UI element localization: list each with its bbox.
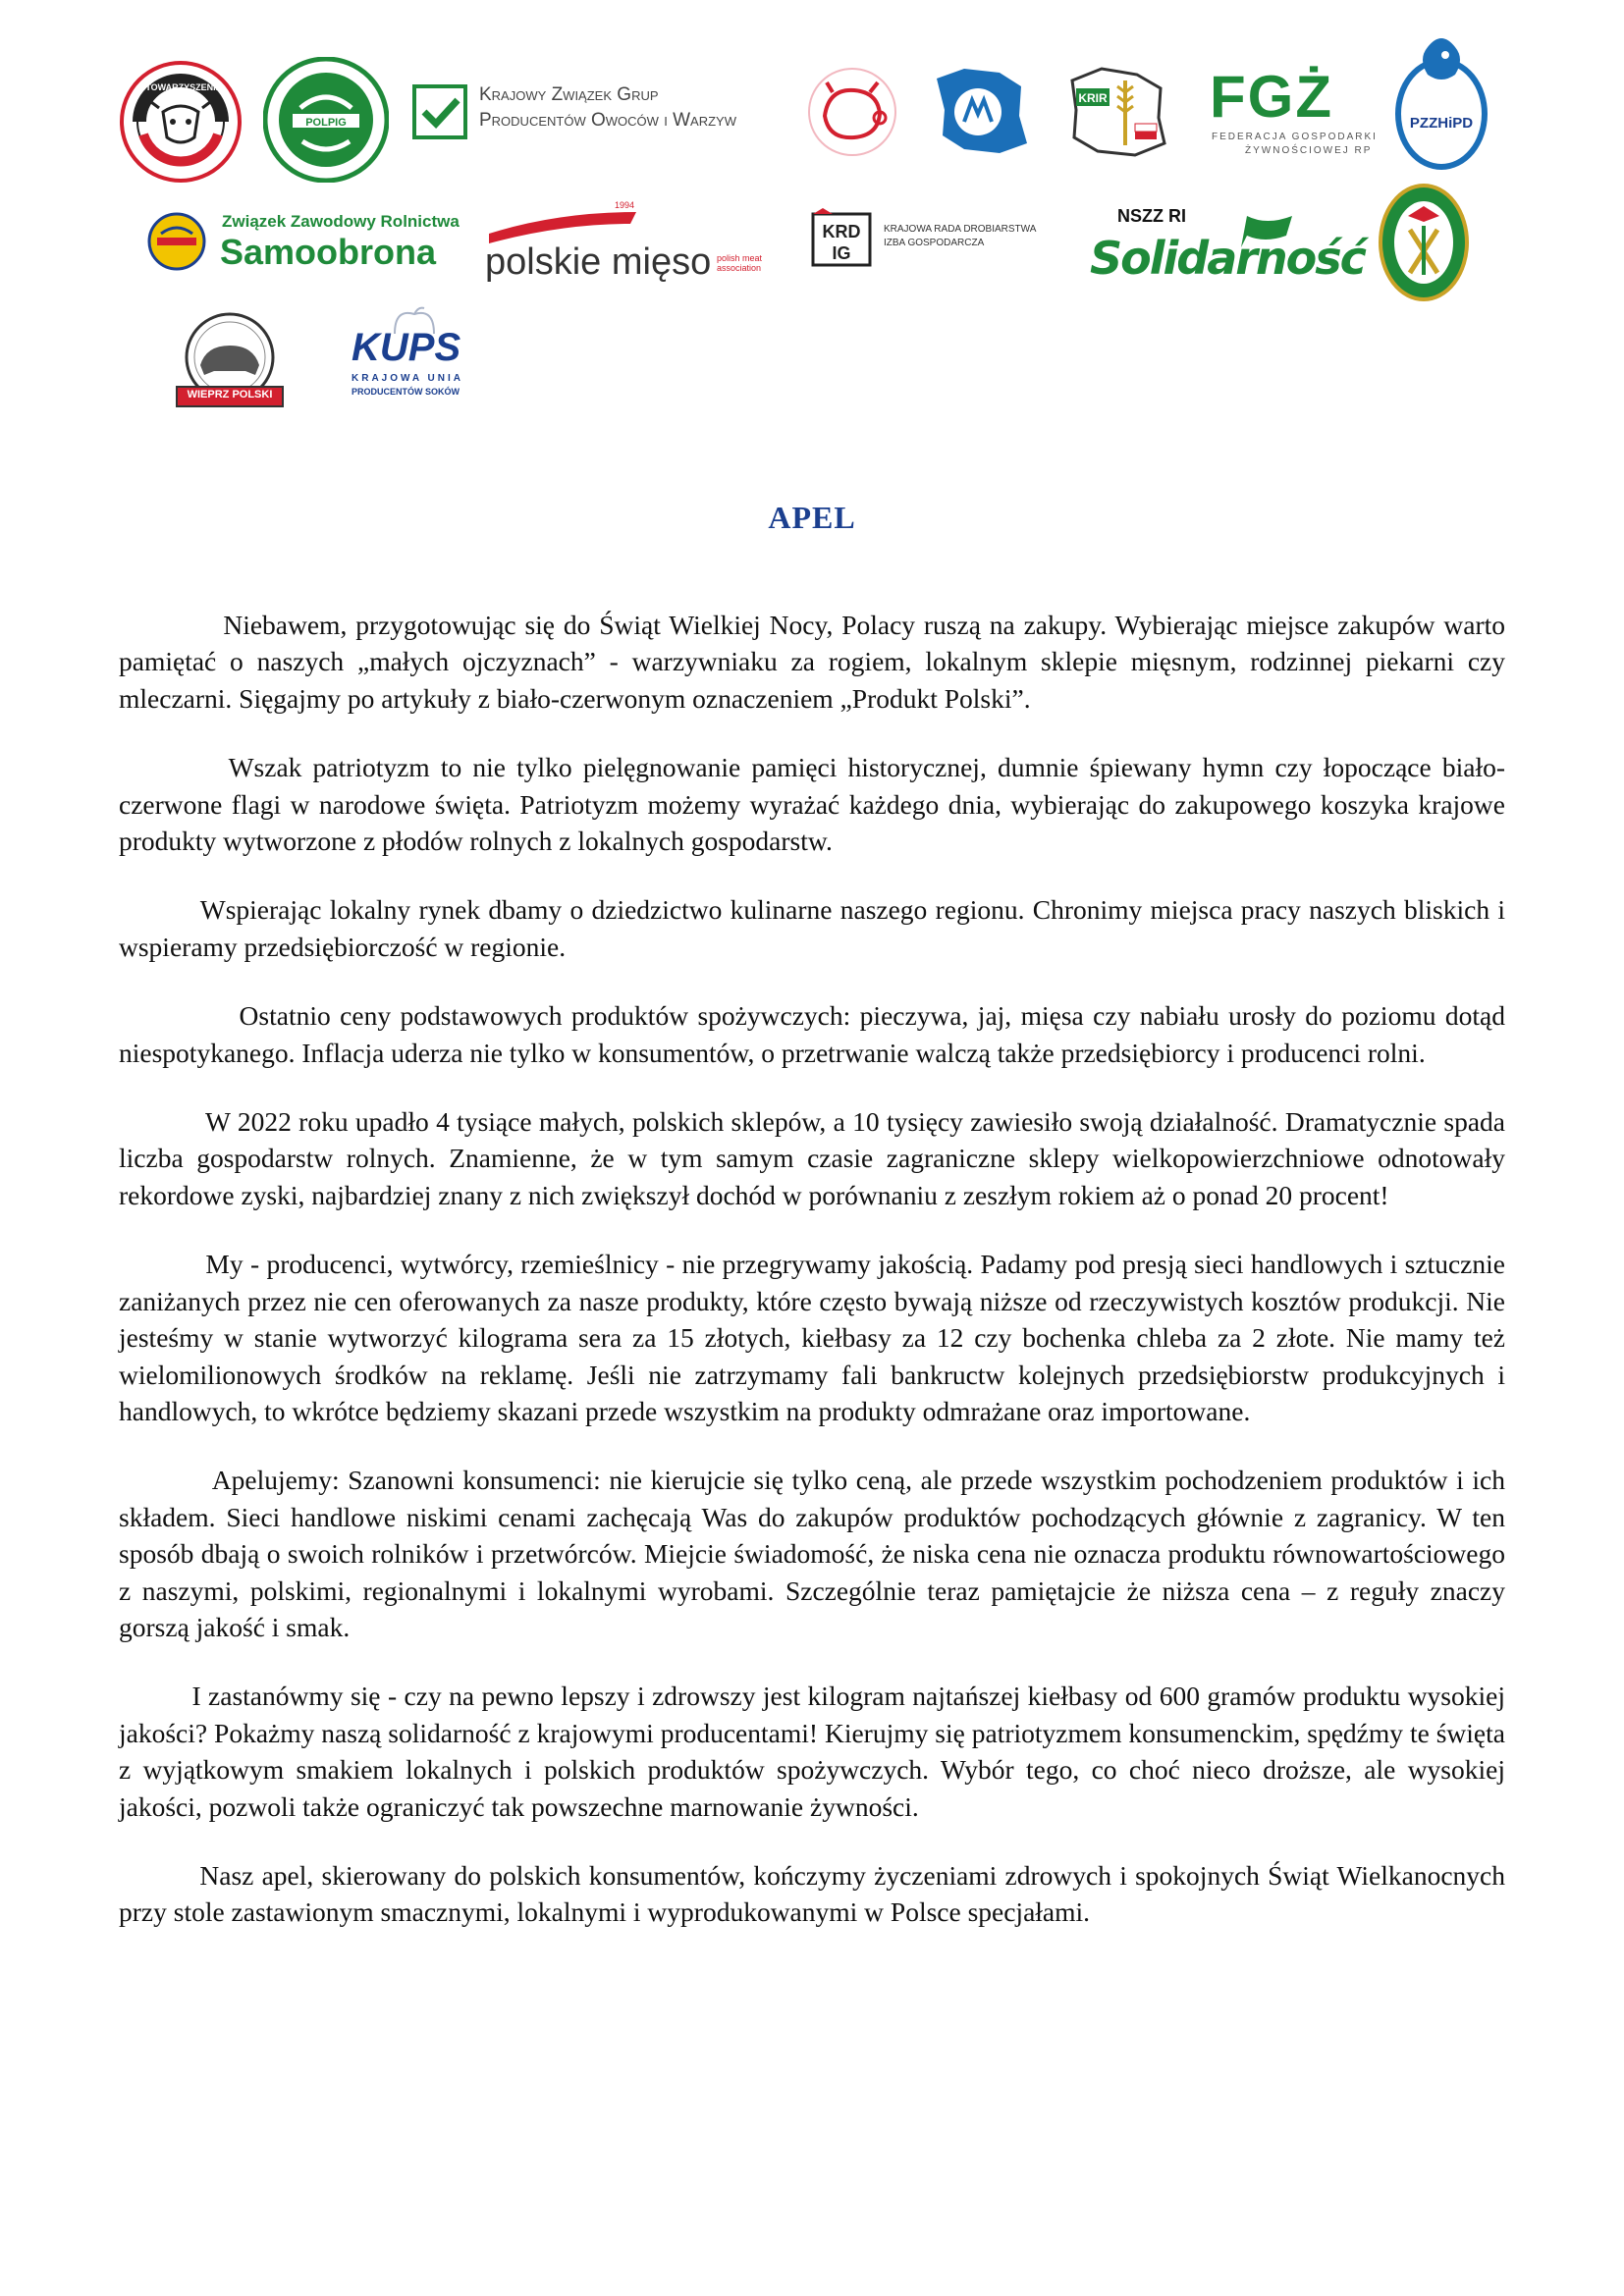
krir-logo [1062, 59, 1172, 163]
document-body [119, 607, 1505, 1963]
wieprz-polski-logo [163, 308, 297, 414]
samoobrona-logo [147, 210, 471, 273]
polskie-mieso-small: polish meat association [717, 253, 763, 273]
polpig-logo [263, 57, 389, 183]
krdig-line1: KRAJOWA RADA DROBIARSTWA [884, 224, 1037, 235]
krir-text: KRIR [1078, 91, 1108, 105]
kzgppoiw-logo [412, 79, 766, 145]
kups-line2: PRODUCENTÓW SOKÓW [352, 387, 460, 397]
polpig-text: POLPIG [305, 117, 347, 129]
polskie-mieso-swoosh-icon [485, 206, 642, 245]
krdig-logo [811, 206, 1066, 271]
fgz-text: FGŻ [1210, 64, 1333, 130]
kups-text: KUPS [352, 326, 461, 369]
paragraph: My - producenci, wytwórcy, rzemieślnicy - nie przegrywamy jakością. Padamy pod presją sieci handlowych i sztucznie zaniżanych przez nie cen oferowanych za nasze produkty, które często bywają niższe od rzeczywistych kosztów produkcji. Nie jesteśmy w stanie wytworzyć kilograma sera za 15 złotych, kiełbasy za 12 czy bochenka chleba za 2 złote. Nie mamy też wielomilionowych środków na reklamę. Jeśli nie zatrzymamy fali bankructw kolejnych przedsiębiorstw produkcyjnych i handlowych, to wkrótce będziemy skazani przede wszystkim na produkty odmrażane oraz importowane. [119, 1249, 1505, 1426]
pzzhipd-text: PZZHiPD [1409, 115, 1474, 132]
paragraph: Ostatnio ceny podstawowych produktów spożywczych: pieczywa, jaj, mięsa czy nabiału urosły do poziomu dotąd niespotykanego. Inflacja uderza nie tylko w konsumentów, o przetrwanie walczą także przedsiębiorcy i producenci rolni. [119, 1000, 1505, 1068]
green-crest-logo [1377, 183, 1471, 302]
solidarnosc-logo [1090, 206, 1365, 300]
samoobrona-line2: Samoobrona [220, 232, 437, 272]
pig-red-logo [803, 59, 901, 167]
krdig-mark-icon [811, 208, 872, 269]
fgz-sub2: ŻYWNOŚCIOWEJ RP [1245, 145, 1373, 156]
paragraph: Wspierając lokalny rynek dbamy o dziedzictwo kulinarne naszego regionu. Chronimy miejsca pracy naszych bliskich i wspieramy przedsiębiorczość w regionie. [119, 894, 1505, 962]
kzgppoiw-mark-icon [412, 84, 467, 139]
kzgppoiw-line2: Producentów Owoców i Warzyw [479, 110, 736, 131]
fgz-sub1: FEDERACJA GOSPODARKI [1212, 132, 1378, 142]
svg-text:KRD: KRD [822, 222, 861, 241]
polskie-mieso-year: 1994 [615, 200, 635, 210]
kups-line1: KRAJOWA UNIA [352, 373, 463, 384]
paragraph: Wszak patriotyzm to nie tylko pielęgnowanie pamięci historycznej, dumnie śpiewany hymn czy łopoczące biało-czerwone flagi w narodowe święta. Patriotyzm możemy wyrażać każdego dnia, wybierając do zakupowego koszyka krajowe produkty wytworzone z płodów rolnych z lokalnych gospodarstw. [119, 752, 1505, 857]
fgz-logo [1206, 63, 1382, 161]
paragraph: Niebawem, przygotowując się do Świąt Wielkiej Nocy, Polacy ruszą na zakupy. Wybierając miejsce zakupów warto pamiętać o naszych „małych ojczyznach” - warzywniaku za rogiem, lokalnym sklepie mięsnym, rodzinnej piekarni czy mleczarni. Sięgajmy po artykuły z biało-czerwonym oznaczeniem „Produkt Polski”. [119, 610, 1505, 714]
document-title: APEL [768, 500, 856, 535]
logo-strip [0, 0, 1624, 422]
kups-logo [340, 306, 497, 404]
krdig-line2: IZBA GOSPODARCZA [884, 238, 985, 248]
paragraph: Nasz apel, skierowany do polskich konsumentów, kończymy życzeniami zdrowych i spokojnych Świąt Wielkanocnych przy stole zastawionym smacznymi, lokalnymi i wyprodukowanymi w Polsce specjałami. [119, 1859, 1505, 1928]
samoobrona-line1: Związek Zawodowy Rolnictwa [222, 212, 460, 231]
solidarnosc-top: NSZZ RI [1117, 206, 1186, 226]
solidarnosc-text: Solidarność [1090, 232, 1365, 285]
samoobrona-emblem-icon [147, 212, 206, 271]
svg-text:IG: IG [832, 243, 851, 263]
pzzhipd-logo [1392, 26, 1490, 171]
polskie-mieso-logo [485, 200, 780, 289]
paragraph: W 2022 roku upadło 4 tysiące małych, polskich sklepów, a 10 tysięcy zawiesiło swoją działalność. Dramatycznie spada liczba gospodarstw rolnych. Znamienne, że w tym samym czasie zagraniczne sklepy wielkopowierzchniowe odnotowały rekordowe zyski, najbardziej znany z nich zwiększył dochód w porównaniu z zeszłym rokiem aż o ponad 20 procent! [119, 1106, 1505, 1210]
polskie-mieso-text: polskie mięso [485, 241, 712, 283]
stowarzyszenie-logo [120, 61, 242, 183]
paragraph: I zastanówmy się - czy na pewno lepszy i zdrowszy jest kilogram najtańszej kiełbasy od 600 gramów produktu wysokiej jakości? Pokażmy naszą solidarność z krajowymi producentami! Kierujmy się patriotyzmem konsumenckim, spędźmy te święta z wyjątkowym smakiem lokalnych i polskich produktów spożywczych. Wybór tego, co choć nieco droższe, ale wysokiej jakości, pozwoli także ograniczyć tak powszechne marnowanie żywności. [119, 1681, 1505, 1822]
milk-map-logo [923, 55, 1033, 165]
stowarzyszenie-text: STOWARZYSZENIE [139, 82, 222, 92]
paragraph: Apelujemy: Szanowni konsumenci: nie kierujcie się tylko ceną, ale przede wszystkim pochodzeniem produktów i ich składem. Sieci handlowe niskimi cenami zachęcają Was do zakupów produktów pochodzących głównie z zagranicy. W ten sposób dbają o swoich rolników i przetwórców. Miejcie świadomość, że niska cena nie oznacza produktu równowartościowego z naszymi, polskimi, regionalnymi i lokalnymi wyrobami. Szczególnie teraz pamiętajcie że niższa cena – z reguły znaczy gorszą jakość i smak. [119, 1465, 1505, 1642]
kzgppoiw-line1: Krajowy Związek Grup [479, 84, 659, 105]
wieprz-polski-text: WIEPRZ POLSKI [187, 389, 273, 400]
